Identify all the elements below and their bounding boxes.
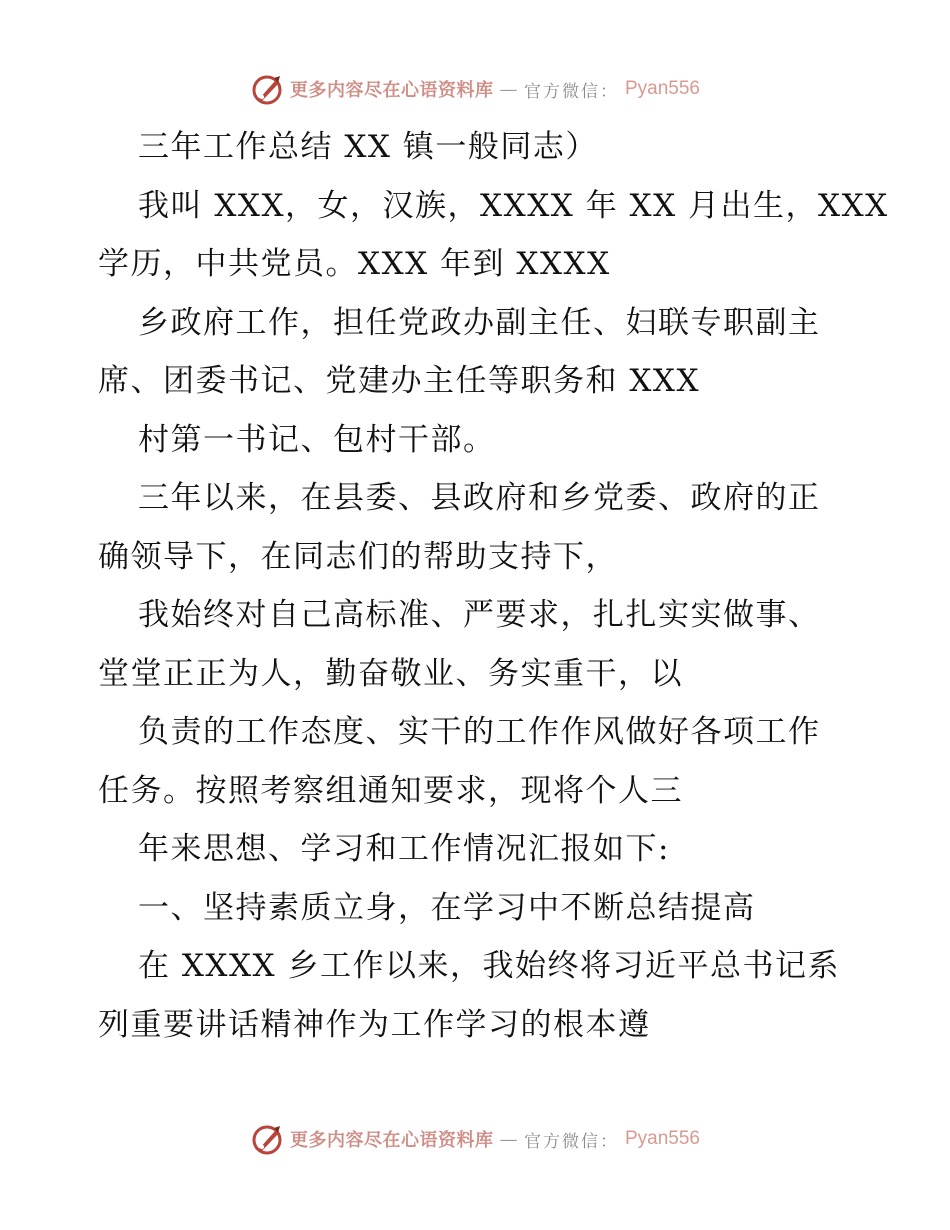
footer-watermark (0, 1122, 950, 1156)
text-line: 一、坚持素质立身，在学习中不断总结提高 (138, 889, 756, 926)
watermark-main-text: 更多内容尽在心语资料库 (289, 80, 494, 101)
text-line: 村第一书记、包村干部。 (138, 421, 496, 458)
text-line: 席、团委书记、党建办主任等职务和 XXX (98, 363, 701, 399)
text-line: 我始终对自己高标准、严要求，扎扎实实做事、 (138, 597, 821, 633)
quill-pen-seal-icon (250, 72, 284, 106)
text-line: 任务。按照考察组通知要求，现将个人三 (98, 772, 683, 809)
watermark-wechat-id: Pyan556 (624, 78, 700, 99)
watermark-dash: — (499, 78, 518, 100)
text-line: 我叫 XXX，女，汉族，XXXX 年 XX 月出生，XXX (138, 187, 889, 224)
quill-pen-seal-icon (250, 1122, 284, 1156)
watermark-dash: — (499, 1128, 518, 1150)
text-line: 堂堂正正为人，勤奋敬业、务实重干，以 (98, 655, 683, 692)
watermark-label: 官方微信： (523, 1131, 619, 1152)
text-line: 负责的工作态度、实干的工作作风做好各项工作 (138, 714, 821, 750)
text-line: 学历，中共党员。XXX 年到 XXXX (98, 246, 611, 282)
watermark-main-text: 更多内容尽在心语资料库 (289, 1130, 494, 1151)
document-body (98, 118, 889, 1054)
watermark-wechat-id: Pyan556 (624, 1128, 700, 1149)
text-line: 年来思想、学习和工作情况汇报如下: (138, 831, 670, 867)
text-line: 列重要讲话精神作为工作学习的根本遵 (98, 1006, 651, 1043)
text-line: 乡政府工作，担任党政办副主任、妇联专职副主 (138, 304, 821, 341)
header-watermark (0, 72, 950, 106)
watermark-label: 官方微信： (523, 81, 619, 102)
text-line: 三年工作总结 XX 镇一般同志） (138, 129, 598, 165)
text-line: 三年以来，在县委、县政府和乡党委、政府的正 (138, 480, 821, 516)
text-line: 在 XXXX 乡工作以来，我始终将习近平总书记系 (138, 948, 840, 984)
text-line: 确领导下，在同志们的帮助支持下， (98, 538, 618, 575)
